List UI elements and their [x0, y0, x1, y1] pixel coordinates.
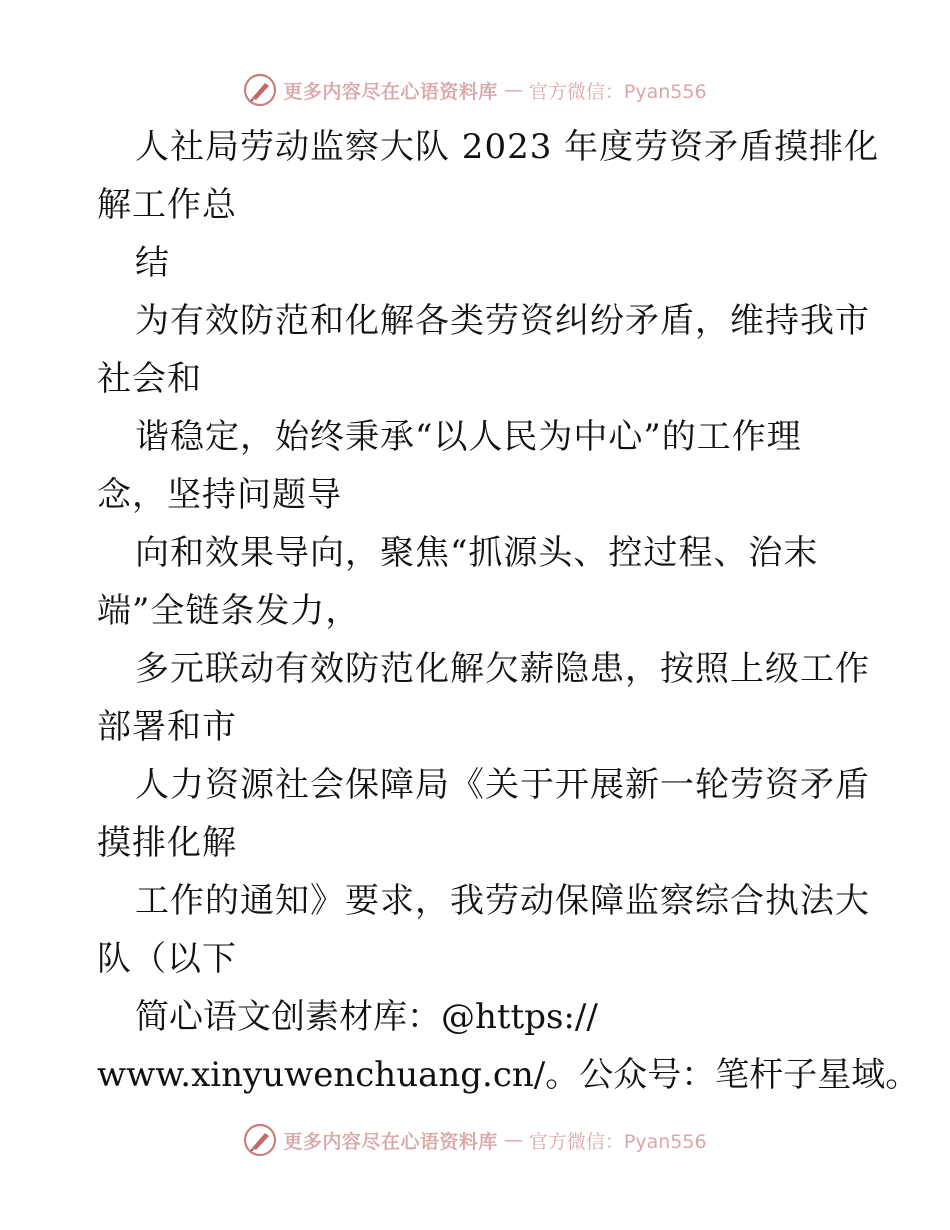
watermark-wechat-text: 官方微信：Pyan556 — [528, 1130, 707, 1153]
watermark-wechat-text: 官方微信：Pyan556 — [528, 80, 707, 103]
document-body — [97, 118, 920, 1104]
text-line-17: www.xinyuwenchuang.cn/。公众号：笔杆子星域。 — [97, 1055, 920, 1095]
text-line-4: 为有效防范和化解各类劳资纠纷矛盾，维持我市 — [135, 301, 870, 341]
quill-pen-logo-icon — [243, 1123, 277, 1157]
text-line-7: 念，坚持问题导 — [97, 475, 342, 515]
watermark-brand-text: 更多内容尽在心语资料库 — [283, 80, 498, 103]
text-line-8: 向和效果导向，聚焦“抓源头、控过程、治末 — [135, 533, 819, 573]
text-line-3: 结 — [135, 243, 170, 283]
watermark-separator: — — [503, 1129, 523, 1151]
watermark-separator: — — [503, 79, 523, 101]
header-watermark-banner — [0, 70, 950, 110]
footer-watermark-banner — [0, 1120, 950, 1160]
text-line-1: 人社局劳动监察大队 2023 年度劳资矛盾摸排化 — [135, 127, 880, 167]
text-line-9: 端”全链条发力， — [97, 591, 361, 631]
text-line-11: 部署和市 — [97, 707, 237, 747]
quill-pen-logo-icon — [243, 73, 277, 107]
text-line-13: 摸排化解 — [97, 823, 237, 863]
text-line-12: 人力资源社会保障局《关于开展新一轮劳资矛盾 — [135, 765, 870, 805]
text-line-16: 简心语文创素材库：@https:// — [135, 997, 598, 1037]
text-line-15: 队（以下 — [97, 939, 237, 979]
text-line-10: 多元联动有效防范化解欠薪隐患，按照上级工作 — [135, 649, 870, 689]
text-line-5: 社会和 — [97, 359, 202, 399]
text-line-6: 谐稳定，始终秉承“以人民为中心”的工作理 — [135, 417, 802, 457]
text-line-14: 工作的通知》要求，我劳动保障监察综合执法大 — [135, 881, 870, 921]
watermark-brand-text: 更多内容尽在心语资料库 — [283, 1130, 498, 1153]
text-line-2: 解工作总 — [97, 185, 237, 225]
